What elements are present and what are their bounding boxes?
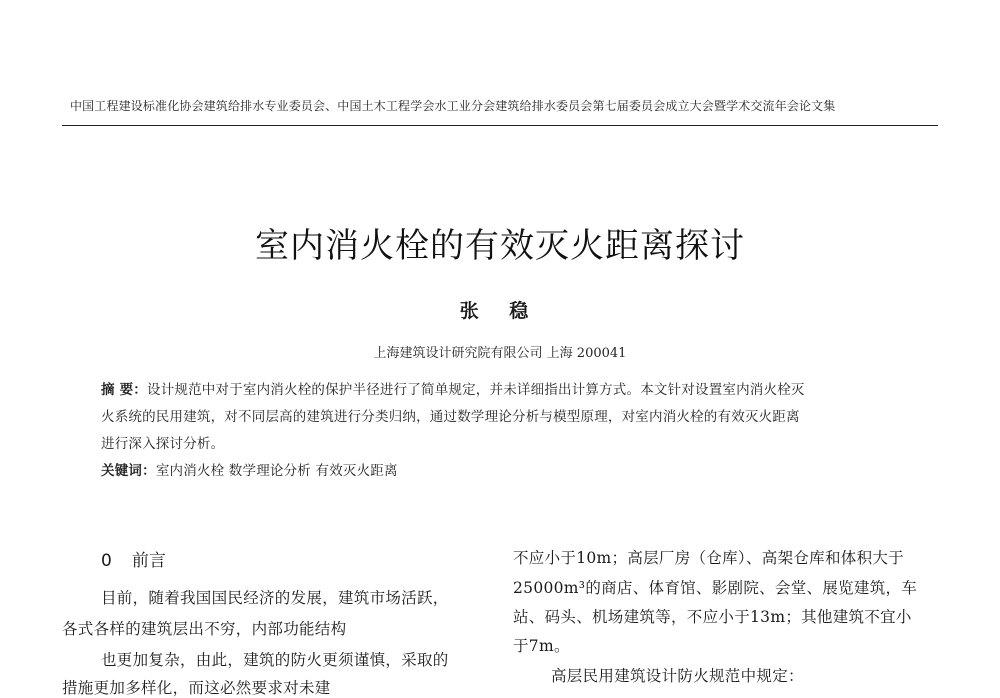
abstract-label: 摘 要： [101,382,147,398]
header-rule [62,125,938,126]
right-column-line: 站、码头、机场建筑等，不应小于13m；其他建筑不宜小 [513,608,912,626]
abstract-text: 设计规范中对于室内消火栓的保护半径进行了简单规定，并未详细指出计算方式。本文针对设置室内消火栓灭 [147,382,805,398]
section-heading [101,546,166,571]
right-column-line: 25000m³的商店、体育馆、影剧院、会堂、展览建筑，车 [513,579,918,597]
section-title: 前言 [131,551,166,571]
abstract-line-1 [101,378,805,398]
keywords [101,459,398,479]
keywords-label: 关键词： [101,463,156,479]
left-column-line: 也更加复杂，由此，建筑的防火更须谨慎，采取的 [101,651,449,669]
right-column-line: 不应小于10m；高层厂房（仓库）、高架仓库和体积大于 [513,549,904,567]
left-column-line: 各式各样的建筑层出不穷，内部功能结构 [62,620,347,638]
right-column-line: 高层民用建筑设计防火规范中规定： [551,667,804,685]
keywords-text: 室内消火栓 数学理论分析 有效灭火距离 [155,463,398,479]
affiliation: 上海建筑设计研究院有限公司 上海 200041 [373,346,627,361]
left-column-line: 措施更加多样化，而这必然要求对未建 [62,679,331,697]
section-number: 0 [101,551,112,571]
paper-title: 室内消火栓的有效灭火距离探讨 [255,226,745,266]
right-column-line: 于7m。 [513,637,570,655]
abstract-line-3: 进行深入探讨分析。 [101,436,225,452]
author: 张 稳 [459,300,541,322]
abstract-line-2: 火系统的民用建筑，对不同层高的建筑进行分类归纳，通过数学理论分析与模型原理，对室内消火栓的有效灭火距离 [101,409,800,425]
running-header: 中国工程建设标准化协会建筑给排水专业委员会、中国土木工程学会水工业分会建筑给排水委员会第七届委员会成立大会暨学术交流年会论文集 [70,99,836,113]
left-column-line: 目前，随着我国国民经济的发展，建筑市场活跃， [101,589,449,607]
